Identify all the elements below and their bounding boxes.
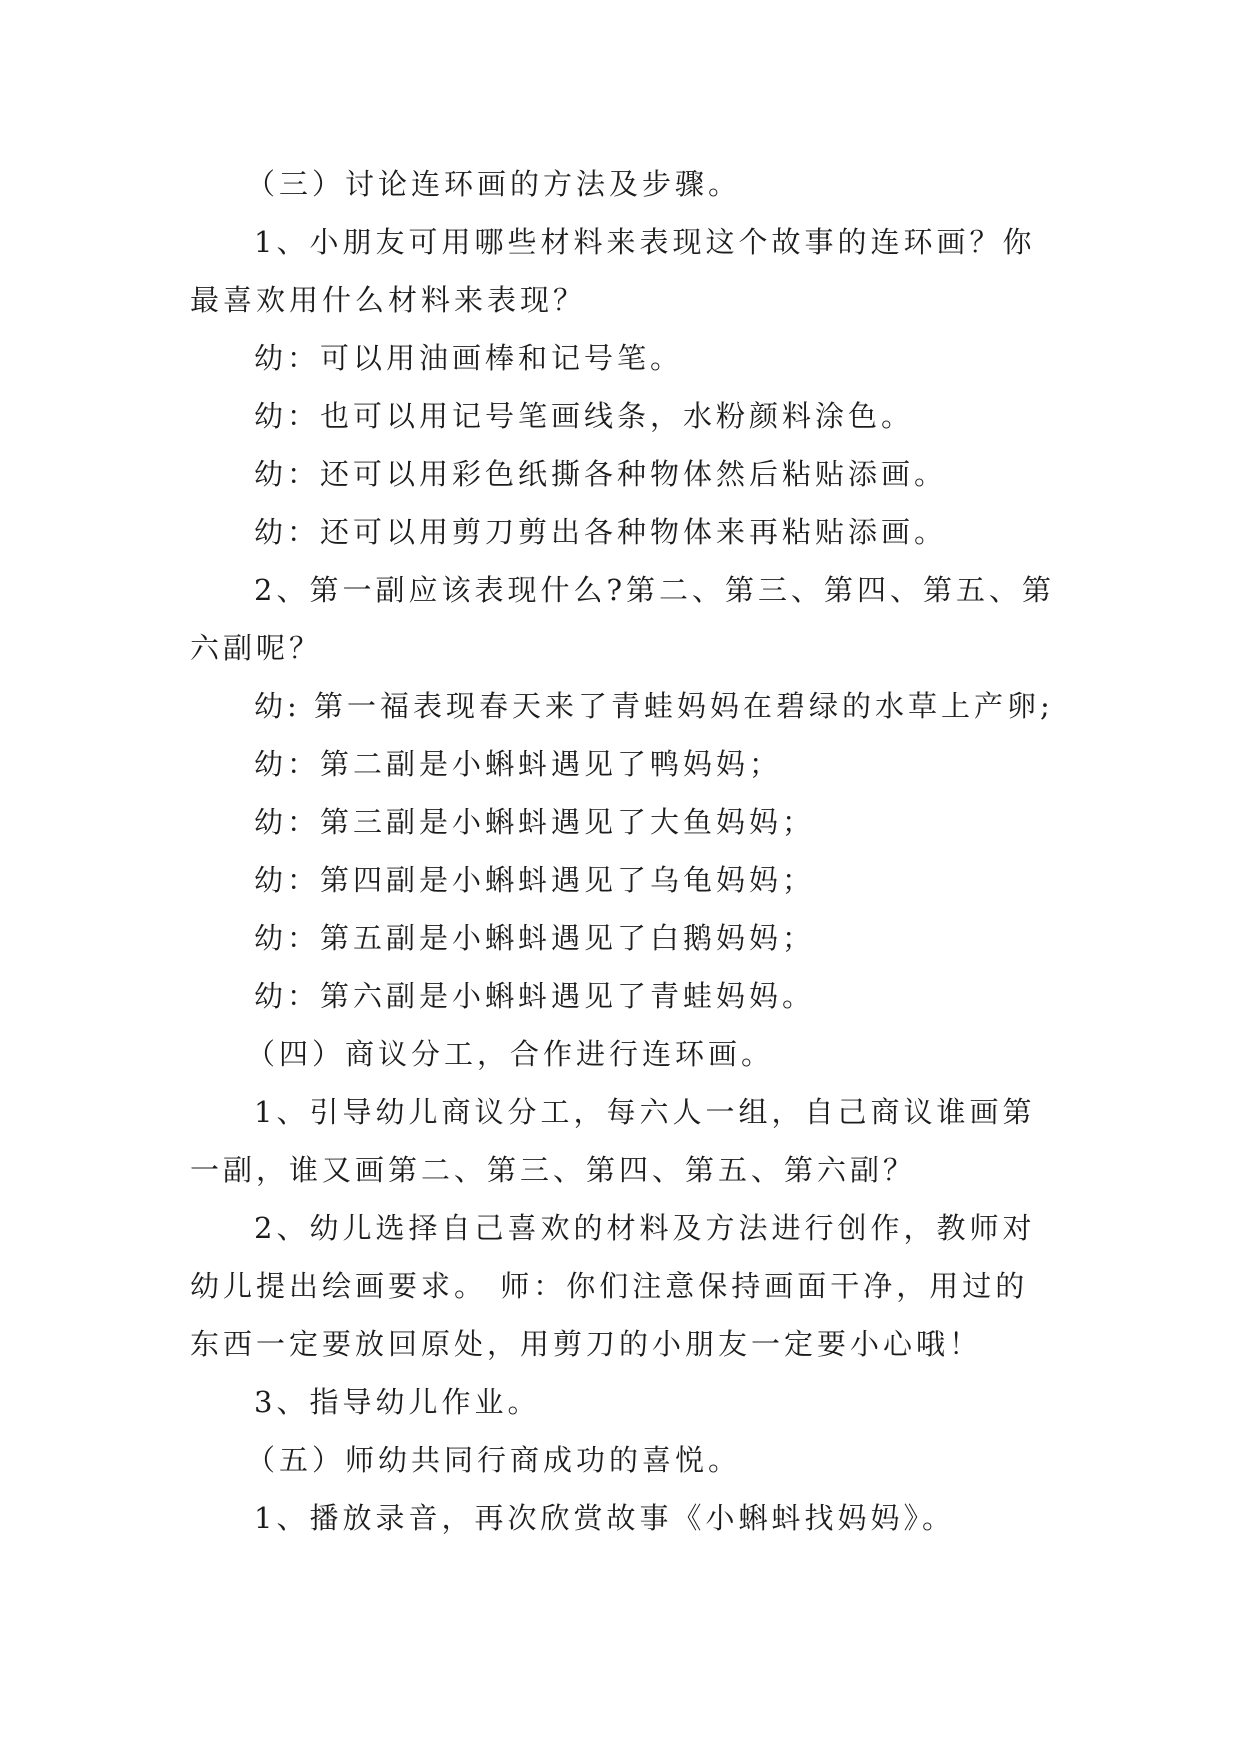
paragraph: 幼：第六副是小蝌蚪遇见了青蛙妈妈。 bbox=[254, 979, 816, 1013]
paragraph: 幼：可以用油画棒和记号笔。 bbox=[254, 341, 684, 375]
paragraph: 1、小朋友可用哪些材料来表现这个故事的连环画？你最喜欢用什么材料来表现？ bbox=[190, 225, 1036, 317]
paragraph: 2、幼儿选择自己喜欢的材料及方法进行创作，教师对幼儿提出绘画要求。 师：你们注意保持画面干净，用过的东西一定要放回原处，用剪刀的小朋友一定要小心哦！ bbox=[190, 1211, 1036, 1361]
section-heading-4: （四）商议分工，合作进行连环画。 bbox=[246, 1037, 775, 1071]
paragraph: 幼：还可以用剪刀剪出各种物体来再粘贴添画。 bbox=[254, 515, 948, 549]
paragraph: 幼：第四副是小蝌蚪遇见了乌龟妈妈； bbox=[254, 863, 816, 897]
paragraph: 幼：也可以用记号笔画线条，水粉颜料涂色。 bbox=[254, 399, 915, 433]
document-body bbox=[190, 155, 1055, 1547]
section-heading-5: （五）师幼共同行商成功的喜悦。 bbox=[246, 1443, 742, 1477]
paragraph: 2、第一副应该表现什么?第二、第三、第四、第五、第六副呢？ bbox=[190, 573, 1055, 665]
paragraph: 1、引导幼儿商议分工，每六人一组，自己商议谁画第一副，谁又画第二、第三、第四、第五、第六副？ bbox=[190, 1095, 1036, 1187]
section-heading-3: （三）讨论连环画的方法及步骤。 bbox=[246, 167, 742, 201]
paragraph: 3、指导幼儿作业。 bbox=[254, 1385, 541, 1419]
paragraph: 幼：还可以用彩色纸撕各种物体然后粘贴添画。 bbox=[254, 457, 948, 491]
paragraph: 幼：第二副是小蝌蚪遇见了鸭妈妈； bbox=[254, 747, 783, 781]
paragraph: 1、播放录音，再次欣赏故事《小蝌蚪找妈妈》。 bbox=[254, 1501, 955, 1535]
paragraph: 幼：第五副是小蝌蚪遇见了白鹅妈妈； bbox=[254, 921, 816, 955]
paragraph: 幼：第三副是小蝌蚪遇见了大鱼妈妈； bbox=[254, 805, 816, 839]
paragraph: 幼: 第一福表现春天来了青蛙妈妈在碧绿的水草上产卵; bbox=[254, 689, 1054, 723]
